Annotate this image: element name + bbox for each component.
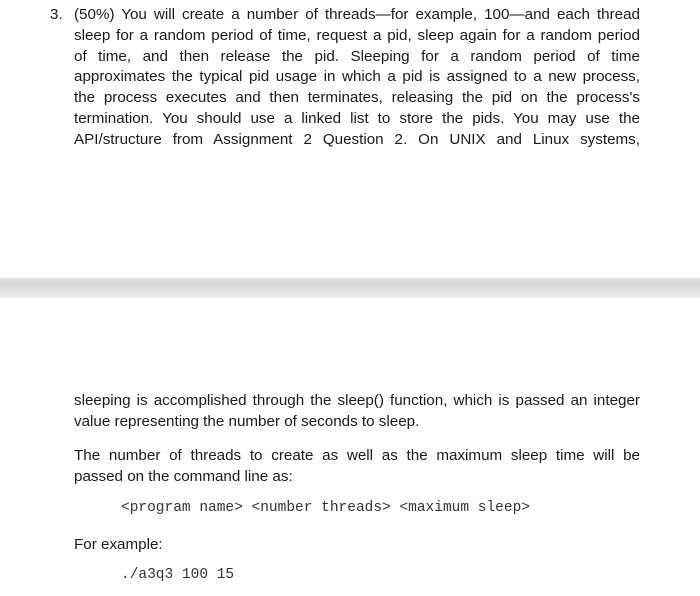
text-line: passed on the command line as: [74, 467, 293, 485]
question-text-continued [74, 391, 640, 433]
text-line: the process executes and then terminates, releasing the pid on the process's [74, 89, 640, 107]
text-line: of time, and then release the pid. Sleeping for a random period of time [74, 47, 640, 65]
example-label: For example: [74, 536, 163, 553]
question-text-top [74, 5, 640, 151]
text-line: (50%) You will create a number of threads—for example, 100—and each thread [74, 6, 640, 23]
page-break-divider [0, 278, 700, 298]
text-line: API/structure from Assignment 2 Question 2. On UNIX and Linux systems, [74, 130, 640, 148]
question-number: 3. [50, 6, 63, 23]
command-line-paragraph [74, 446, 640, 488]
text-line: The number of threads to create as well as the maximum sleep time will be [74, 447, 640, 464]
text-line: sleeping is accomplished through the sleep() function, which is passed an integer [74, 392, 640, 409]
usage-syntax: <program name> <number threads> <maximum sleep> [121, 500, 530, 516]
text-line: value representing the number of seconds to sleep. [74, 412, 420, 430]
text-line: sleep for a random period of time, request a pid, sleep again for a random period [74, 26, 640, 44]
text-line: termination. You should use a linked list to store the pids. You may use the [74, 109, 640, 127]
text-line: approximates the typical pid usage in which a pid is assigned to a new process, [74, 68, 640, 86]
example-command: ./a3q3 100 15 [121, 567, 235, 583]
